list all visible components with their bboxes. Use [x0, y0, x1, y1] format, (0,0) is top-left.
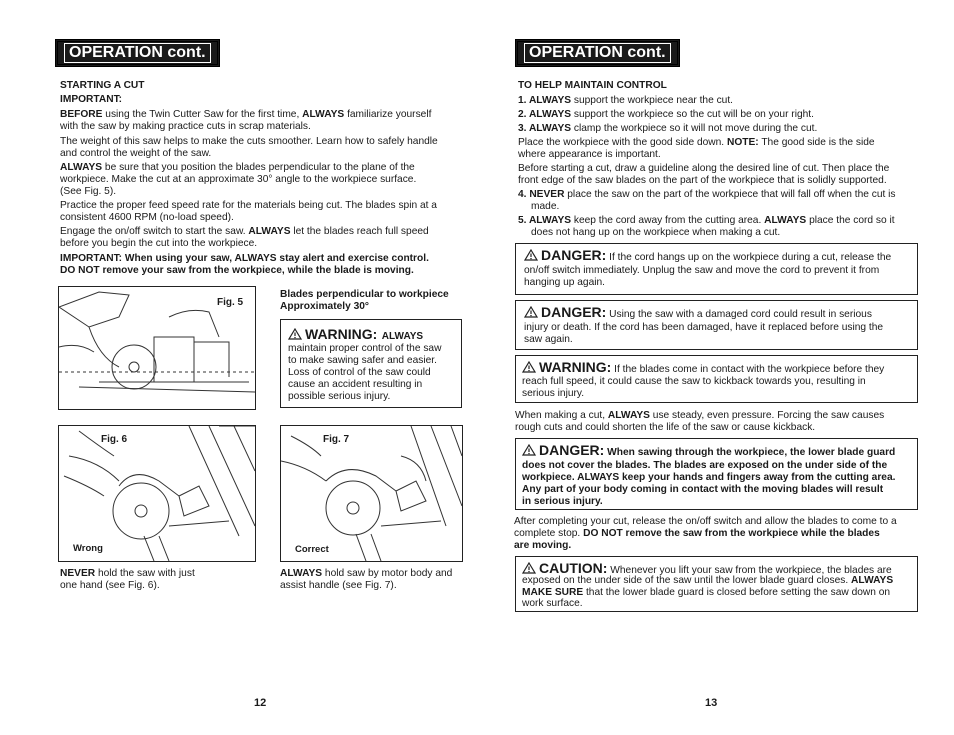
important-heading: IMPORTANT: [60, 94, 123, 105]
figure-5-caption-1: Blades perpendicular to workpiece [280, 289, 449, 300]
left-warning-header [288, 326, 423, 344]
before-starting-line1: Before starting a cut, draw a guideline along the desired line of cut. Then place the [518, 163, 890, 174]
figure-6 [58, 425, 256, 562]
item5-text-b: place the cord so it [806, 215, 895, 226]
left-warning-line: Loss of control of the saw could [288, 367, 431, 378]
before-paragraph-line2: with the saw by making practice cuts in scrap materials. [60, 121, 311, 132]
danger-guard-line2: does not cover the blades. The blades are exposed on the under side of the [522, 460, 888, 471]
after-completing-line2 [514, 528, 880, 540]
warning-kickback-title: WARNING: [539, 359, 612, 375]
starting-a-cut-heading: STARTING A CUT [60, 80, 145, 91]
fig7-caption-text: hold saw by motor body and [322, 568, 453, 579]
list-item-4-line2: made. [531, 201, 560, 212]
danger-triangle-icon [524, 249, 538, 261]
item1-lead: 1. ALWAYS [518, 95, 572, 106]
danger-cord-title: DANGER: [541, 247, 607, 263]
item5-always: ALWAYS [764, 215, 807, 226]
when-text-a: When making a cut, [515, 410, 608, 421]
list-item-5-line2: does not hang up on the workpiece when making a cut. [531, 227, 781, 238]
figure-7-caption-line2: assist handle (see Fig. 7). [280, 580, 397, 591]
before-always: ALWAYS [302, 109, 345, 120]
place-text-b: The good side is the side [758, 137, 875, 148]
caution-title: CAUTION: [539, 560, 608, 576]
after-text-a: complete stop. [514, 528, 584, 539]
danger-cord-line3: hanging up again. [524, 277, 606, 288]
page-number-left: 12 [254, 697, 267, 709]
danger-guard-line3: workpiece. ALWAYS keep your hands and fingers away from the cutting area. [522, 472, 896, 483]
danger-guard-line5: in serious injury. [522, 496, 603, 507]
figure-6-illustration [59, 426, 255, 561]
figure-5 [58, 286, 256, 410]
always-paragraph-line1 [60, 162, 415, 174]
always-lead: ALWAYS [60, 162, 103, 173]
item3-text: clamp the workpiece so it will not move during the cut. [571, 123, 818, 134]
page-number-right: 13 [705, 697, 718, 709]
place-text-a: Place the workpiece with the good side down. [518, 137, 727, 148]
warning-kickback-line3: serious injury. [522, 388, 585, 399]
item3-lead: 3. ALWAYS [518, 123, 572, 134]
caution-text-3b: that the lower blade guard is closed before setting the saw down on [583, 587, 891, 598]
list-item-3 [518, 123, 817, 135]
warning-kickback-line1 [522, 361, 884, 376]
caution-triangle-icon [522, 562, 536, 574]
item1-text: support the workpiece near the cut. [571, 95, 733, 106]
maintain-control-heading: TO HELP MAINTAIN CONTROL [518, 80, 667, 91]
before-text-a: using the Twin Cutter Saw for the first time, [102, 109, 303, 120]
left-warning-title: WARNING: [305, 326, 378, 342]
list-item-4 [518, 189, 896, 201]
danger-damaged-text: Using the saw with a damaged cord could result in serious [606, 309, 872, 320]
warning-kickback-line2: reach full speed, it could cause the saw to kickback towards you, resulting in [522, 376, 866, 387]
important-bold-line2: DO NOT remove your saw from the workpiece, while the blade is moving. [60, 265, 414, 276]
figure-6-label: Fig. 6 [101, 434, 128, 445]
figure-6-caption-line2: one hand (see Fig. 6). [60, 580, 160, 591]
figure-7-sub: Correct [295, 544, 329, 555]
figure-6-caption-line1 [60, 568, 195, 580]
figure-7-label: Fig. 7 [323, 434, 350, 445]
danger-triangle-icon [524, 306, 538, 318]
when-making-line2: rough cuts and could shorten the life of the saw or cause kickback. [515, 422, 816, 433]
practice-paragraph-line1: Practice the proper feed speed rate for the materials being cut. The blades spin at a [60, 200, 437, 211]
weight-paragraph-line1: The weight of this saw helps to make the cuts smoother. Learn how to safely handle [60, 136, 438, 147]
caution-make-sure: MAKE SURE [522, 587, 584, 598]
after-completing-line1: After completing your cut, release the on/off switch and allow the blades to come to a [514, 516, 897, 527]
before-lead: BEFORE [60, 109, 103, 120]
engage-always: ALWAYS [248, 226, 291, 237]
fig7-caption-lead: ALWAYS [280, 568, 323, 579]
danger-cord-text: If the cord hangs up on the workpiece during a cut, release the [606, 252, 892, 263]
item2-lead: 2. ALWAYS [518, 109, 572, 120]
before-paragraph-line1 [60, 109, 431, 121]
left-warning-line: maintain proper control of the saw [288, 343, 442, 354]
caution-text: Whenever you lift your saw from the workpiece, the blades are [607, 565, 892, 576]
danger-damaged-line1 [524, 306, 872, 321]
left-warning-box [280, 319, 462, 408]
left-warning-always: ALWAYS [381, 331, 424, 342]
danger-damaged-line2: injury or death. If the cord has been damaged, have it replaced before using the [524, 322, 884, 333]
caution-text-2a: exposed on the under side of the saw until the lower blade guard closes. [522, 575, 852, 586]
danger-guard-line1 [522, 444, 895, 459]
engage-text-b: let the blades reach full speed [290, 226, 429, 237]
engage-paragraph-line2: before you begin the cut into the workpiece. [60, 238, 258, 249]
danger-box-damaged-cord [515, 300, 918, 350]
practice-paragraph-line2: consistent 4600 RPM (no-load speed). [60, 212, 234, 223]
left-warning-line: to make sawing safer and easier. [288, 355, 437, 366]
figure-7 [280, 425, 463, 562]
warning-box-kickback [515, 355, 918, 403]
danger-guard-text: When sawing through the workpiece, the lower blade guard [604, 447, 896, 458]
left-warning-line: possible serious injury. [288, 391, 391, 402]
engage-text-a: Engage the on/off switch to start the saw. [60, 226, 249, 237]
engage-paragraph-line1 [60, 226, 429, 238]
place-paragraph-line2: where appearance is important. [518, 149, 661, 160]
list-item-2 [518, 109, 814, 121]
caution-line2 [522, 575, 893, 587]
item2-text: support the workpiece so the cut will be on your right. [571, 109, 814, 120]
caution-box [515, 556, 918, 612]
list-item-1 [518, 95, 733, 107]
danger-triangle-icon [522, 444, 536, 456]
figure-7-illustration [281, 426, 462, 561]
danger-cord-line2: on/off switch immediately. Unplug the saw and move the cord to prevent it from [524, 265, 880, 276]
caution-line4: work surface. [522, 598, 583, 609]
right-section-banner [515, 39, 680, 67]
caution-always: ALWAYS [851, 575, 894, 586]
always-paragraph-line2: workpiece. Make the cut at an approximate 30° angle to the workpiece surface. [60, 174, 417, 185]
place-note: NOTE: [726, 137, 759, 148]
danger-box-blade-guard [515, 438, 918, 510]
danger-damaged-line3: saw again. [524, 334, 573, 345]
figure-5-caption-2: Approximately 30° [280, 301, 370, 312]
always-text: be sure that you position the blades perpendicular to the plane of the [102, 162, 415, 173]
item5-text-a: keep the cord away from the cutting area. [571, 215, 765, 226]
warning-kickback-text: If the blades come in contact with the workpiece before they [611, 364, 885, 375]
left-warning-lines [288, 343, 441, 403]
danger-cord-line1 [524, 249, 891, 264]
when-making-line1 [515, 410, 884, 422]
item4-lead: 4. NEVER [518, 189, 565, 200]
item5-lead: 5. ALWAYS [518, 215, 572, 226]
fig6-caption-text: hold the saw with just [95, 568, 195, 579]
figure-7-caption-line1 [280, 568, 452, 580]
left-warning-line: cause an accident resulting in [288, 379, 423, 390]
when-always: ALWAYS [607, 410, 650, 421]
place-paragraph-line1 [518, 137, 875, 149]
warning-triangle-icon [522, 361, 536, 373]
after-text-b: DO NOT remove the saw from the workpiece while the blades [583, 528, 880, 539]
fig6-caption-lead: NEVER [60, 568, 96, 579]
danger-guard-title: DANGER: [539, 442, 605, 458]
item4-text: place the saw on the part of the workpiece that will fall off when the cut is [564, 189, 896, 200]
danger-guard-line4: Any part of your body coming in contact with the moving blades will result [522, 484, 884, 495]
list-item-5 [518, 215, 895, 227]
before-starting-line2: front edge of the saw blades on the part of the workpiece that is solidly supported. [518, 175, 887, 186]
always-paragraph-line3: (See Fig. 5). [60, 186, 117, 197]
right-banner-text: OPERATION cont. [524, 43, 671, 63]
danger-box-cord [515, 243, 918, 295]
left-banner-text: OPERATION cont. [64, 43, 211, 63]
left-section-banner [55, 39, 220, 67]
weight-paragraph-line2: and control the weight of the saw. [60, 148, 212, 159]
when-text-b: use steady, even pressure. Forcing the saw causes [649, 410, 885, 421]
after-completing-line3: are moving. [514, 540, 572, 551]
figure-5-label: Fig. 5 [217, 297, 244, 308]
before-text-b: familiarize yourself [344, 109, 432, 120]
important-bold-line1: IMPORTANT: When using your saw, ALWAYS stay alert and exercise control. [60, 253, 429, 264]
danger-damaged-title: DANGER: [541, 304, 607, 320]
figure-6-sub: Wrong [73, 543, 103, 554]
warning-triangle-icon [288, 328, 302, 340]
